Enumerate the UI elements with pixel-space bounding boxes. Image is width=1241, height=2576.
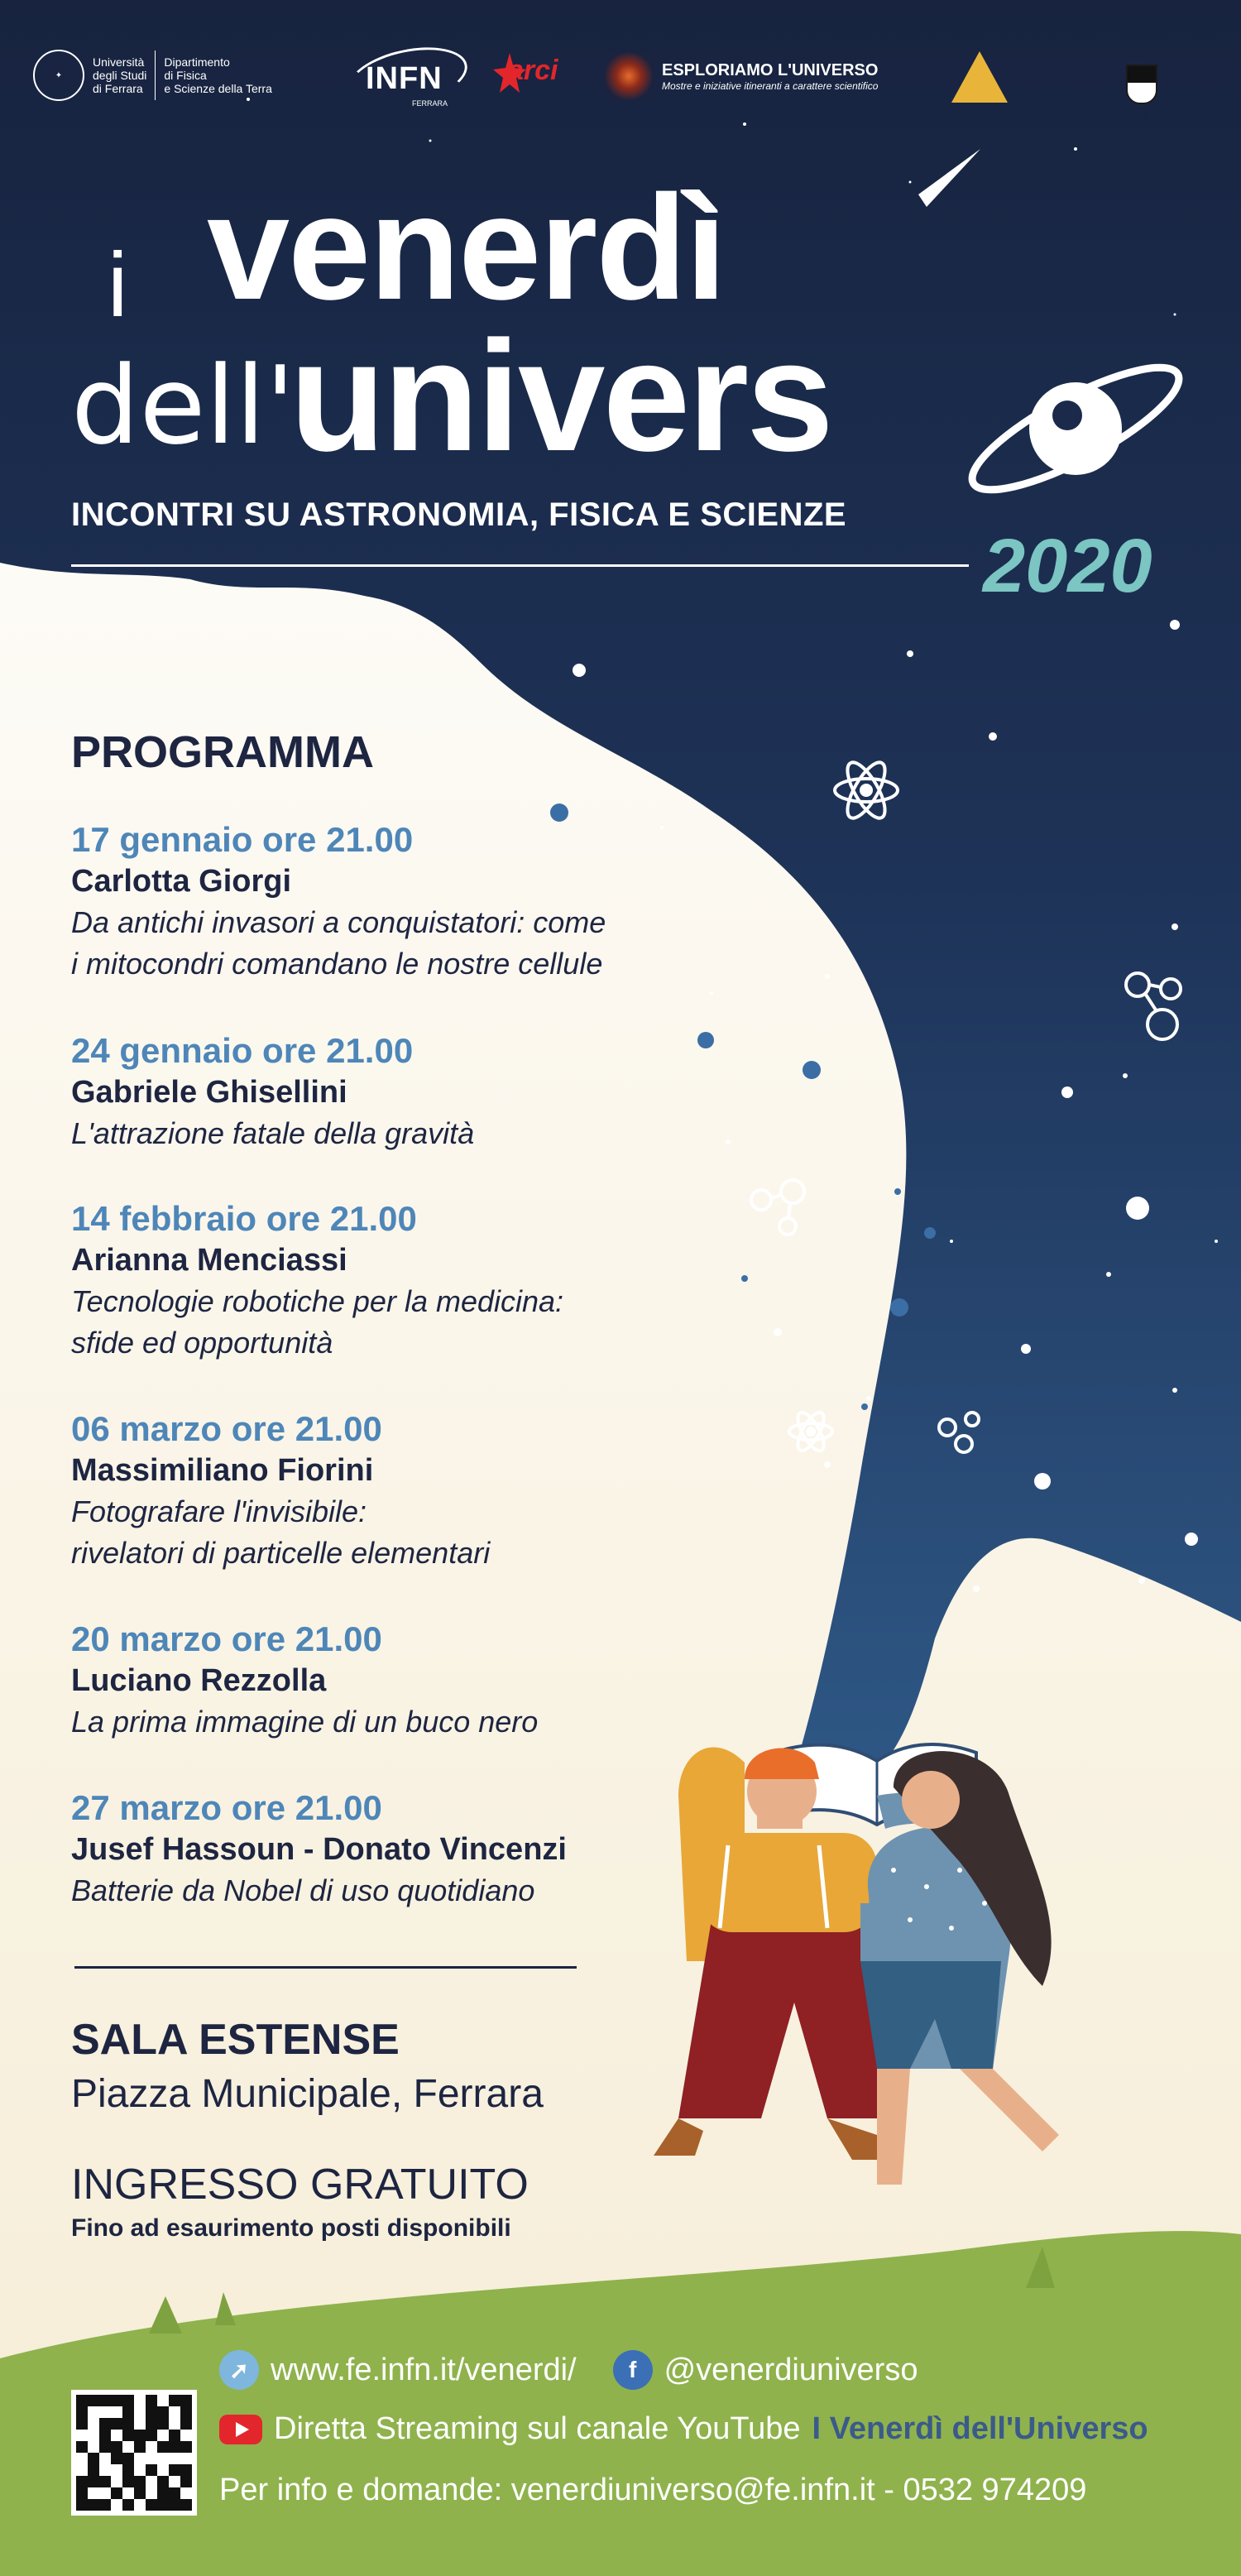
esploriamo-logo [604, 51, 878, 101]
infn-sub: FERRARA [412, 99, 448, 108]
qr-module [111, 2464, 122, 2476]
qr-module [88, 2441, 99, 2453]
program-event [71, 1198, 750, 1364]
qr-module [88, 2499, 99, 2511]
qr-module [146, 2453, 157, 2464]
qr-module [99, 2499, 111, 2511]
qr-module [157, 2453, 169, 2464]
qr-module [76, 2418, 88, 2430]
website-row [219, 2350, 918, 2390]
event-date: 20 marzo ore 21.00 [71, 1619, 382, 1658]
cursor-click-icon: ➚ [219, 2350, 259, 2390]
qr-module [134, 2418, 146, 2430]
streaming-row [219, 2411, 1148, 2447]
title-subtitle: INCONTRI SU ASTRONOMIA, FISICA E SCIENZE [71, 496, 847, 533]
event-talk-line1: La prima immagine di un buco nero [71, 1705, 539, 1739]
qr-module [76, 2453, 88, 2464]
event-speaker: Gabriele Ghisellini [71, 1075, 347, 1110]
triangle-logo-icon [951, 51, 1008, 103]
qr-module [169, 2430, 180, 2441]
qr-module [122, 2395, 134, 2406]
title-year: 2020 [983, 524, 1152, 608]
esploriamo-subtitle: Mostre e iniziative itineranti a carattere scientifico [662, 79, 879, 92]
qr-module [88, 2476, 99, 2487]
event-speaker: Carlotta Giorgi [71, 864, 292, 899]
university-name [93, 55, 146, 95]
qr-module [180, 2453, 192, 2464]
qr-module [180, 2487, 192, 2499]
qr-module [180, 2441, 192, 2453]
qr-module [169, 2499, 180, 2511]
qr-module [111, 2499, 122, 2511]
qr-module [134, 2395, 146, 2406]
qr-module [169, 2441, 180, 2453]
qr-module [122, 2476, 134, 2487]
qr-module [88, 2406, 99, 2418]
university-line1: Università [93, 55, 145, 69]
qr-module [169, 2406, 180, 2418]
qr-module [111, 2453, 122, 2464]
event-talk-line2: rivelatori di particelle elementari [71, 1536, 491, 1570]
qr-module [134, 2499, 146, 2511]
qr-module [88, 2418, 99, 2430]
logo-divider [155, 50, 156, 100]
department-line2: di Fisica [164, 69, 207, 82]
qr-module [111, 2430, 122, 2441]
title-dell: dell' [71, 343, 295, 468]
subtitle-divider [71, 564, 969, 567]
event-talk-line1: Da antichi invasori a conquistatori: come [71, 905, 606, 939]
qr-module [157, 2441, 169, 2453]
event-speaker: Jusef Hassoun - Donato Vincenzi [71, 1832, 567, 1867]
qr-module [88, 2453, 99, 2464]
program-heading: PROGRAMMA [71, 727, 374, 777]
qr-module [146, 2406, 157, 2418]
event-talk-line2: sfide ed opportunità [71, 1326, 333, 1360]
program-event [71, 1030, 750, 1154]
patronage-line2: Comune di Ferrara [1093, 111, 1191, 124]
qr-module [134, 2476, 146, 2487]
facebook-handle[interactable]: @venerdiuniverso [664, 2352, 918, 2387]
qr-module [157, 2430, 169, 2441]
qr-module [146, 2430, 157, 2441]
qr-module [157, 2487, 169, 2499]
entry-note: Fino ad esaurimento posti disponibili [71, 2214, 511, 2242]
contact-row [219, 2473, 1086, 2508]
qr-module [146, 2487, 157, 2499]
qr-module [134, 2441, 146, 2453]
event-date: 17 gennaio ore 21.00 [71, 820, 414, 859]
qr-module [88, 2487, 99, 2499]
qr-module [169, 2395, 180, 2406]
qr-module [146, 2395, 157, 2406]
patronage-block [1067, 45, 1216, 124]
department-line1: Dipartimento [164, 55, 230, 69]
qr-module [111, 2487, 122, 2499]
qr-module [99, 2453, 111, 2464]
qr-module [111, 2476, 122, 2487]
qr-module [180, 2476, 192, 2487]
patronage-line1: Con il Patrocinio del [1090, 45, 1194, 58]
event-speaker: Massimiliano Fiorini [71, 1453, 374, 1488]
qr-module [169, 2453, 180, 2464]
qr-module [122, 2464, 134, 2476]
qr-module [180, 2406, 192, 2418]
ferrara-shield-icon [1126, 65, 1157, 104]
qr-module [76, 2487, 88, 2499]
qr-module [76, 2476, 88, 2487]
department-name [164, 55, 271, 95]
qr-module [111, 2406, 122, 2418]
qr-module [180, 2395, 192, 2406]
qr-module [157, 2418, 169, 2430]
qr-module [134, 2464, 146, 2476]
esploriamo-title: ESPLORIAMO L'UNIVERSO [662, 60, 879, 79]
event-speaker: Luciano Rezzolla [71, 1663, 327, 1698]
qr-module [99, 2464, 111, 2476]
qr-module [111, 2418, 122, 2430]
arci-logo [493, 51, 576, 103]
qr-module [76, 2441, 88, 2453]
event-talk-line1: L'attrazione fatale della gravità [71, 1116, 475, 1150]
title-universo: univers [290, 309, 831, 484]
qr-module [76, 2464, 88, 2476]
qr-module [180, 2418, 192, 2430]
qr-module [157, 2476, 169, 2487]
facebook-icon: f [613, 2350, 653, 2390]
website-link[interactable]: www.fe.infn.it/venerdi/ [271, 2352, 577, 2387]
qr-module [169, 2476, 180, 2487]
qr-module [169, 2418, 180, 2430]
event-date: 14 febbraio ore 21.00 [71, 1199, 417, 1238]
qr-module [76, 2499, 88, 2511]
event-date: 27 marzo ore 21.00 [71, 1788, 382, 1827]
program-event [71, 1787, 750, 1912]
event-talk-line1: Tecnologie robotiche per la medicina: [71, 1284, 564, 1318]
qr-module [99, 2418, 111, 2430]
qr-module [99, 2395, 111, 2406]
qr-module [134, 2453, 146, 2464]
qr-module [122, 2487, 134, 2499]
program-event [71, 819, 750, 985]
qr-module [99, 2487, 111, 2499]
qr-module [180, 2430, 192, 2441]
qr-module [169, 2487, 180, 2499]
qr-module [76, 2430, 88, 2441]
qr-module [88, 2395, 99, 2406]
qr-module [88, 2464, 99, 2476]
youtube-icon [219, 2415, 262, 2444]
qr-module [122, 2499, 134, 2511]
event-date: 06 marzo ore 21.00 [71, 1409, 382, 1448]
qr-module [122, 2430, 134, 2441]
qr-module [180, 2464, 192, 2476]
program-event [71, 1619, 750, 1743]
qr-module [146, 2476, 157, 2487]
qr-module [111, 2395, 122, 2406]
title-venerdi: venerdì [207, 165, 726, 331]
qr-module [122, 2418, 134, 2430]
qr-module [99, 2476, 111, 2487]
nebula-icon [604, 51, 654, 101]
qr-code-icon[interactable] [71, 2390, 197, 2516]
qr-module [134, 2406, 146, 2418]
event-date: 24 gennaio ore 21.00 [71, 1031, 414, 1070]
venue-name: SALA ESTENSE [71, 2016, 400, 2064]
qr-module [146, 2464, 157, 2476]
qr-module [122, 2453, 134, 2464]
unife-logo [33, 50, 272, 101]
qr-module [134, 2487, 146, 2499]
university-line3: di Ferrara [93, 82, 143, 95]
venue-address: Piazza Municipale, Ferrara [71, 2072, 544, 2116]
qr-module [122, 2406, 134, 2418]
qr-module [99, 2406, 111, 2418]
qr-module [111, 2441, 122, 2453]
infn-name: INFN [366, 61, 443, 96]
contact-text: Per info e domande: venerdiuniverso@fe.infn.it - 0532 974209 [219, 2473, 1087, 2507]
event-talk-line1: Batterie da Nobel di uso quotidiano [71, 1873, 535, 1907]
qr-module [146, 2418, 157, 2430]
qr-module [134, 2430, 146, 2441]
qr-module [146, 2499, 157, 2511]
infn-logo [347, 43, 472, 109]
department-line3: e Scienze della Terra [164, 82, 272, 95]
qr-module [180, 2499, 192, 2511]
qr-module [146, 2441, 157, 2453]
qr-module [76, 2395, 88, 2406]
event-speaker: Arianna Menciassi [71, 1243, 347, 1278]
event-talk-line1: Fotografare l'invisibile: [71, 1494, 367, 1528]
program-event [71, 1408, 750, 1574]
qr-module [169, 2464, 180, 2476]
qr-module [157, 2499, 169, 2511]
qr-module [157, 2406, 169, 2418]
youtube-channel-link[interactable]: I Venerdì dell'Universo [812, 2411, 1148, 2446]
university-line2: degli Studi [93, 69, 147, 82]
streaming-text: Diretta Streaming sul canale YouTube [274, 2411, 801, 2446]
title-i: i [108, 234, 128, 336]
event-talk-line2: i mitocondri comandano le nostre cellule [71, 947, 603, 981]
qr-module [99, 2430, 111, 2441]
arci-name: arci [508, 55, 558, 86]
qr-module [99, 2441, 111, 2453]
qr-module [76, 2406, 88, 2418]
qr-module [122, 2441, 134, 2453]
university-seal-icon: ✦ [33, 50, 84, 101]
qr-module [157, 2395, 169, 2406]
program-divider [74, 1966, 577, 1969]
qr-module [157, 2464, 169, 2476]
qr-module [88, 2430, 99, 2441]
entry-title: INGRESSO GRATUITO [71, 2161, 529, 2209]
